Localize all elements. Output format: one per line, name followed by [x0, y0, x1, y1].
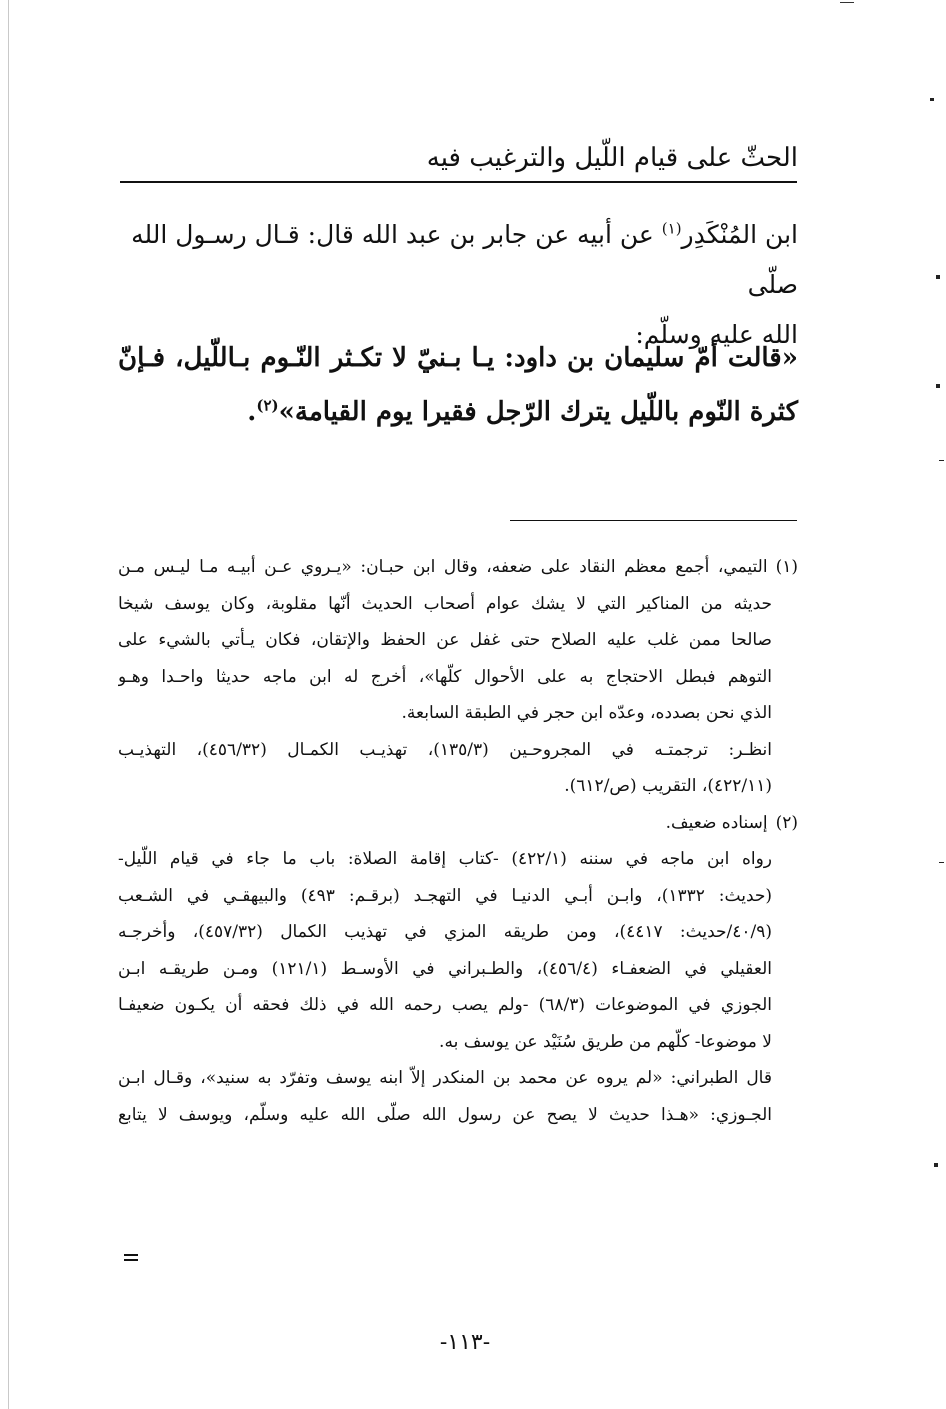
page-number: -١١٣- — [439, 1330, 491, 1355]
header-rule — [120, 181, 797, 183]
footnote-2-line: (حديث: ١٣٣٢)، وابـن أبـي الدنيـا في التهجـد (برقـم: ٤٩٣) والبيهقـي في الشـعب — [118, 885, 773, 906]
footnote-1-ref-line: انظـر: ترجمتـه في المجروحـين (١٣٥/٣)، تهذيـب الكمـال (٤٥٦/٣٢)، التهذيـب — [118, 739, 772, 760]
footnote-1-line: حديثه من المناكير التي لا يشك عوام أصحاب الحديث أنّها مقلوبة، وكان يوسف شيخا — [118, 593, 772, 614]
footnote-2-number: (٢) — [775, 812, 798, 833]
continuation-mark — [124, 1254, 138, 1264]
quote-line-2-text: كثرة النّوم باللّيل يترك الرّجل فقيرا يوم القيامة» — [278, 397, 798, 427]
quote-period: . — [247, 397, 257, 427]
footnote-1-number: (١) — [775, 557, 798, 577]
footnote-1-line: (١)التيمي، أجمع معظم النقاد على ضعفه، وقال ابن حبـان: «يـروي عـن أبيـه مـا ليـس مـن — [118, 557, 798, 577]
footnote-2-line: (٤٠/٩/حديث: ٤٤١٧)، ومن طريقه المزي في تهذيب الكمال (٤٥٧/٣٢)، وأخرجـه — [118, 922, 772, 942]
footnote-separator — [510, 520, 797, 521]
scan-speck — [936, 275, 940, 279]
footnote-ref-2[interactable]: (٢) — [256, 396, 279, 415]
main-line-2: الله عليه وسلّم: — [635, 320, 798, 349]
scan-edge-line — [8, 0, 9, 1409]
running-head: الحثّ على قيام اللّيل والترغيب فيه — [426, 143, 798, 173]
main-text-rest: عن أبيه عن جابر بن عبد الله قال: قـال رسـول الله صلّى — [131, 220, 798, 299]
footnote-1 — [118, 549, 798, 805]
footnote-1-line: التوهم فبطل الاحتجاج به على الأحوال كلّها»، أخرج له ابن ماجه حديثا واحـدا وهـو — [118, 666, 772, 687]
scan-speck — [939, 862, 944, 863]
scan-speck — [936, 384, 940, 388]
main-line-1 — [118, 210, 798, 310]
scan-speck — [930, 98, 934, 101]
scan-top-mark — [840, 2, 854, 3]
scan-speck — [939, 460, 944, 461]
footnote-2-title: إسناده ضعيف. — [665, 812, 768, 833]
footnote-2-line: الجوزي في الموضوعات (٦٨/٣) -ولم يصب رحمه الله في ذلك فحقه أن يكـون ضعيفـا — [118, 995, 772, 1015]
footnote-2-quote-line: قال الطبراني: «لم يروه عن محمد بن المنكدر إلاّ ابنه يوسف وتفرّد به سنيد»، وقـال ابـن — [118, 1068, 772, 1088]
footnote-1-line: صالحا ممن غلب عليه الصلاح حتى غفل عن الحفظ والإتقان، فكان يـأتي بالشيء على — [118, 630, 772, 650]
footnote-1-ref-line: (٤٢٢/١١)، التقريب (ص/٦١٢). — [564, 776, 772, 796]
footnote-1-line: الذي نحن بصدده، وعدّه ابن حجر في الطبقة السابعة. — [401, 703, 772, 723]
footnote-2-title-line — [118, 805, 798, 842]
scan-speck — [934, 1163, 938, 1167]
quote-line-1: «قالت أمّ سليمان بن داود: يـا بـنيّ لا تكـثر النّـوم بـاللّيل، فـإنّ — [118, 343, 798, 373]
footnote-2-quote-line: الجـوزي: «هـذا حديث لا يصح عن رسول الله صلّى الله عليه وسلّم، ويوسف لا يتابع — [118, 1104, 772, 1125]
footnote-2-line: لا موضوعا- كلّهم من طريق سُنَيْد عن يوسف به. — [439, 1031, 772, 1052]
footnote-2-line: العقيلي في الضعفـاء (٤٥٦/٤)، والطـبراني في الأوسـط (١٢١/١) ومـن طريقـه ابـن — [118, 958, 772, 979]
footnote-2 — [118, 805, 798, 1134]
footnote-2-line: رواه ابن ماجه في سننه (٤٢٢/١) -كتاب إقامة الصلاة: باب ما جاء في قيام اللّيل- — [118, 849, 773, 869]
hadith-quote — [118, 331, 798, 439]
footnotes — [118, 549, 798, 1133]
footnote-ref-1[interactable]: (١) — [661, 219, 682, 238]
quote-line-2 — [118, 385, 798, 439]
main-text-start: ابن المُنْكَدِر — [681, 220, 798, 249]
